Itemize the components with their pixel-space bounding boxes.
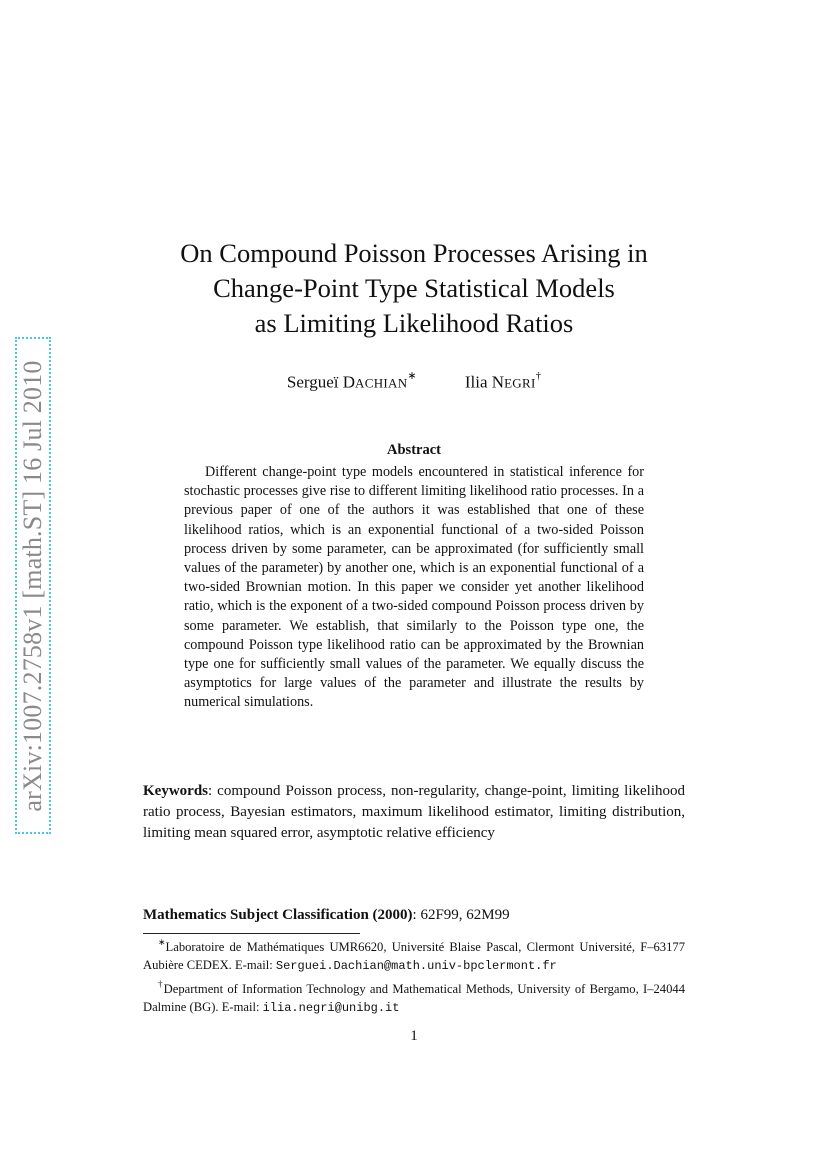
footnote-rule (143, 933, 360, 934)
abstract-text: Different change-point type models encountered in statistical inference for stochastic processes give rise to different limiting likelihood ratio processes. In a previous paper of one of the authors it was established that one of these likelihood ratios, which is an exponential functional of a two-sided Poisson process driven by some parameter, can be approximated (for sufficiently small values of the parameter) by another one, which is an exponential functional of a two-sided Brownian motion. In this paper we consider yet another likelihood ratio, which is the exponent of a two-sided compound Poisson process driven by some parameter. We establish, that similarly to the Poisson type one, the compound Poisson type likelihood ratio can be approximated by the Brownian type one for sufficiently small values of the parameter. We equally discuss the asymptotics for large values of the parameter and illustrate the results by numerical simulations. (184, 464, 644, 711)
author-dachian (287, 366, 417, 396)
footnote-marker[interactable]: † (535, 370, 542, 382)
msc-text: : 62F99, 62M99 (412, 907, 510, 923)
footnote-mark: † (158, 979, 164, 990)
author-negri (465, 366, 541, 396)
keywords-label: Keywords (143, 783, 208, 799)
footnote-mark: ∗ (158, 937, 166, 947)
footnote-dachian (143, 935, 685, 975)
email-link[interactable]: ilia.negri@unibg.it (262, 1000, 400, 1015)
arxiv-stamp (15, 337, 51, 834)
msc-classification (143, 905, 685, 926)
footnotes (143, 935, 685, 1019)
author-surname-initial: D (342, 372, 356, 392)
footnote-negri (143, 977, 685, 1017)
paper-title (120, 236, 708, 341)
email-link[interactable]: Serguei.Dachian@math.univ-bpclermont.fr (275, 958, 557, 973)
title-line: as Limiting Likelihood Ratios (254, 308, 574, 338)
keywords-text: : compound Poisson process, non-regularity, change-point, limiting likelihood ratio process, Bayesian estimators, maximum likelihood estimator, limiting distribution, limiting mean squared error, asymptotic relative efficiency (143, 783, 685, 841)
abstract-heading: Abstract (387, 442, 441, 458)
title-line: On Compound Poisson Processes Arising in (180, 238, 648, 268)
msc-label: Mathematics Subject Classification (2000) (143, 907, 413, 923)
author-surname-initial: N (491, 372, 505, 392)
author-surname-rest: EGRI (504, 375, 536, 391)
author-surname-rest: ACHIAN (355, 375, 408, 391)
footnote-text: Department of Information Technology and Mathematical Methods, University of Bergamo, I–24044 Dalmine (BG). E-mail: (143, 982, 685, 1014)
author-given-name: Sergueï (286, 372, 339, 392)
arxiv-identifier: arXiv:1007.2758v1 [math.ST] 16 Jul 2010 (18, 359, 47, 812)
author-given-name: Ilia (464, 372, 488, 392)
footnote-marker[interactable]: ∗ (407, 370, 417, 382)
author-list (200, 366, 628, 396)
page-number: 1 (410, 1028, 418, 1044)
keywords (143, 781, 685, 844)
footnote-text: Laboratoire de Mathématiques UMR6620, Université Blaise Pascal, Clermont Université, F–63177 Aubière CEDEX. E-mail: (143, 940, 685, 972)
title-line: Change-Point Type Statistical Models (213, 273, 615, 303)
